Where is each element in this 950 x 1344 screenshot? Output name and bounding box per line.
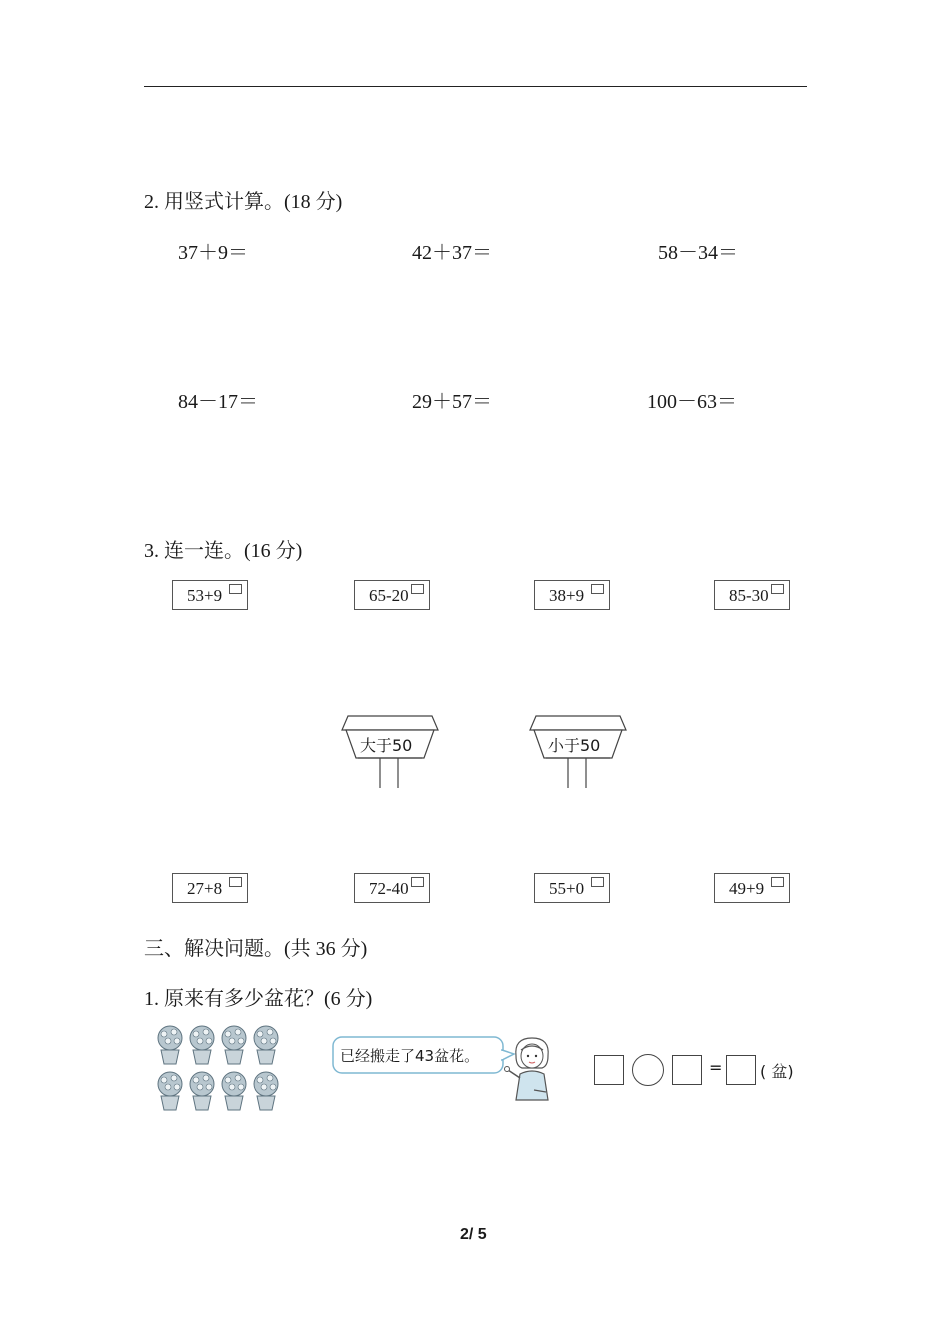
answer-box-2[interactable] — [672, 1055, 702, 1085]
header-rule — [144, 86, 807, 87]
card-answer-box — [591, 584, 604, 594]
match-card-bottom-4[interactable] — [714, 873, 790, 903]
equation-5: 29＋57＝ — [412, 391, 492, 413]
pot-label: 大于50 — [360, 736, 413, 755]
potted-flower-icon — [155, 1022, 285, 1114]
answer-box-1[interactable] — [594, 1055, 624, 1085]
match-card-top-1[interactable] — [172, 580, 248, 610]
card-expression: 55+0 — [549, 879, 585, 898]
card-answer-box — [229, 584, 242, 594]
card-expression: 85-30 — [729, 586, 769, 605]
flower-pots-illustration — [155, 1022, 285, 1114]
operator-circle[interactable] — [632, 1054, 664, 1086]
match-card-bottom-2[interactable] — [354, 873, 430, 903]
card-expression: 72-40 — [369, 879, 409, 898]
match-card-top-2[interactable] — [354, 580, 430, 610]
match-card-top-3[interactable] — [534, 580, 610, 610]
pot-less-than-50[interactable] — [528, 712, 628, 790]
pot-label: 小于50 — [548, 736, 601, 755]
card-answer-box — [771, 877, 784, 887]
card-answer-box — [591, 877, 604, 887]
match-card-top-4[interactable] — [714, 580, 790, 610]
card-answer-box — [411, 584, 424, 594]
part-3-heading: 三、解决问题。(共 36 分) — [144, 938, 368, 960]
speech-bubble — [332, 1036, 510, 1076]
match-card-bottom-1[interactable] — [172, 873, 248, 903]
speech-text: 已经搬走了43盆花。 — [340, 1047, 480, 1065]
card-answer-box — [411, 877, 424, 887]
equation-4: 84－17＝ — [178, 391, 258, 413]
equals-sign: = — [709, 1058, 723, 1077]
card-answer-box — [771, 584, 784, 594]
girl-icon — [502, 1034, 562, 1106]
page-number: 2/ 5 — [460, 1226, 487, 1243]
girl-illustration — [502, 1034, 562, 1106]
equation-6: 100－63＝ — [647, 391, 737, 413]
section-3-heading: 3. 连一连。(16 分) — [144, 540, 303, 562]
card-expression: 65-20 — [369, 586, 409, 605]
unit-label: ( 盆) — [760, 1062, 794, 1081]
answer-box-result[interactable] — [726, 1055, 756, 1085]
card-expression: 38+9 — [549, 586, 585, 605]
card-expression: 49+9 — [729, 879, 765, 898]
card-expression: 27+8 — [187, 879, 223, 898]
equation-3: 58－34＝ — [658, 242, 738, 264]
match-card-bottom-3[interactable] — [534, 873, 610, 903]
equation-2: 42＋37＝ — [412, 242, 492, 264]
question-1-heading: 1. 原来有多少盆花？(6 分) — [144, 988, 373, 1010]
pot-greater-than-50[interactable] — [340, 712, 440, 790]
equation-1: 37＋9＝ — [178, 242, 248, 264]
card-expression: 53+9 — [187, 586, 223, 605]
section-2-heading: 2. 用竖式计算。(18 分) — [144, 191, 343, 213]
card-answer-box — [229, 877, 242, 887]
